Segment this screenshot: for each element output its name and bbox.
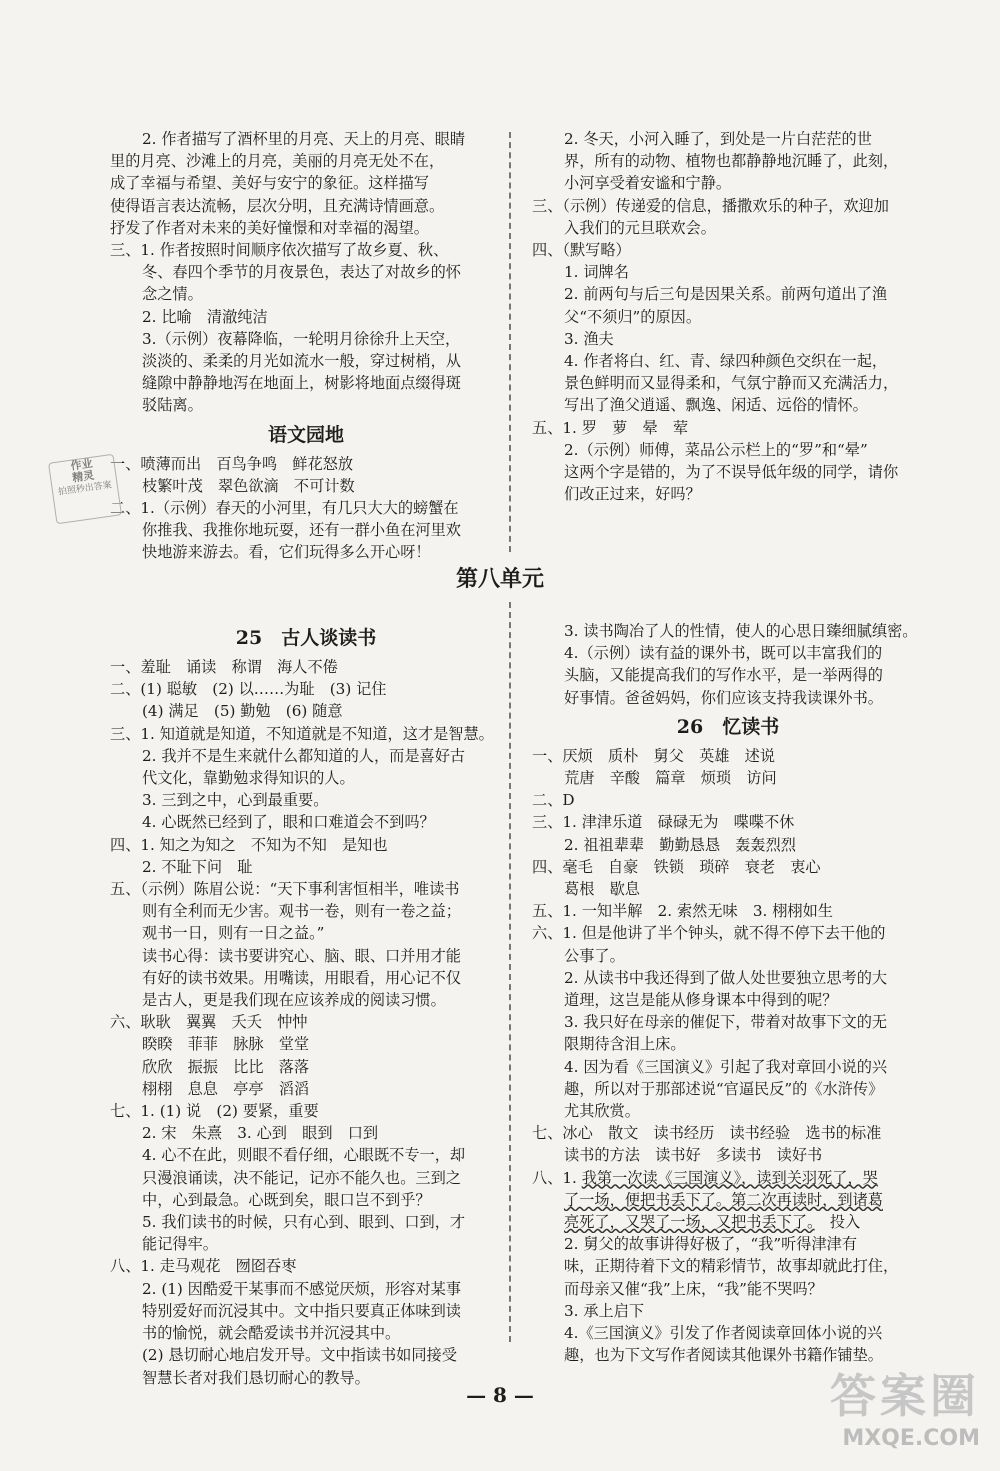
answer-line: 五、1. 一知半解 2. 索然无味 3. 栩栩如生 [532,902,833,921]
answer-line: 2. 宋 朱熹 3. 心到 眼到 口到 [142,1124,379,1143]
answer-line: 三、1. 知道就是知道，不知道就是不知道，这才是智慧。 [110,724,494,743]
answer-line: 限期待含泪上床。 [564,1035,686,1054]
answer-line: 七、冰心 散文 读书经历 读书经验 选书的标准 [532,1124,882,1143]
answer-line: 有好的读书效果。用嘴读，用眼看，用心记不仅 [142,968,461,987]
answer-list-top-right [532,128,924,505]
answer-line: 六、1. 但是他讲了半个钟头，就不得不停下去干他的 [532,924,886,943]
answer-line: 五、（示例）陈眉公说：“天下事利害恒相半，唯读书 [110,880,460,899]
answer-line: 写出了渔父逍遥、飘逸、闲适、远俗的情怀。 [564,396,868,415]
answer-line: 3. 承上启下 [564,1301,645,1320]
answer-line: 2. 我并不是生来就什么都知道的人，而是喜好古 [142,746,466,765]
column-divider-top [509,132,511,552]
answer-line: 睽睽 菲菲 脉脉 堂堂 [142,1035,310,1054]
answer-list-lesson-26-end [532,1233,924,1366]
answer-line: 能记得牢。 [142,1235,218,1254]
answer-line: 五、1. 罗 萝 晕 荤 [532,418,689,437]
answer-line: 二、(1) 聪敏 (2) 以……为耻 (3) 记住 [110,680,387,699]
answer-line: 2. (1) 因酷爱干某事而不感觉厌烦，形容对某事 [142,1279,462,1298]
answer-line: 3. 我只好在母亲的催促下，带着对故事下文的无 [564,1013,888,1032]
answer-line: 4.（示例）读有益的课外书，既可以丰富我们的 [564,644,883,663]
answer-line: 3. 读书陶冶了人的性情，使人的心思日臻细腻缜密。 [564,622,918,640]
answer-line: (2) 恳切耐心地启发开导。文中指读书如同接受 [142,1346,457,1365]
answer-line: 小河享受着安谧和宁静。 [564,174,732,193]
q8-underlined-text: 了一场，便把书丢下了。第二次再读时，到诸葛 [564,1190,883,1209]
answer-line: 冬、春四个季节的月夜景色，表达了对故乡的怀 [142,263,461,282]
answer-line: 八、1. 走马观花 囫囵吞枣 [110,1257,297,1276]
answer-line: 味，正期待着下文的精彩情节，故事却就此打住， [564,1257,899,1276]
answer-line: 三、1. 作者按照时间顺序依次描写了故乡夏、秋、 [110,241,449,260]
answer-line: 四、毫毛 自豪 铁锁 琐碎 衰老 衷心 [532,857,821,876]
answer-line: 欣欣 振振 比比 落落 [142,1057,310,1076]
answer-line: 二、1.（示例）春天的小河里，有几只大大的螃蟹在 [110,499,459,518]
answer-line: 抒发了作者对未来的美好憧憬和对幸福的渴望。 [110,218,429,237]
answer-line: 代文化，靠勤勉求得知识的人。 [142,769,355,788]
answer-line: 2. 祖祖辈辈 勤勤恳恳 轰轰烈烈 [564,835,796,854]
answer-line: 观书一日，则有一日之益。” [142,924,325,943]
answer-line: 读书的方法 读书好 多读书 读好书 [564,1146,823,1165]
answer-line: 一、厌烦 质朴 舅父 英雄 述说 [532,746,775,765]
answer-line: 尤其欣赏。 [564,1102,640,1121]
answer-line: 入我们的元旦联欢会。 [564,218,716,237]
answer-line: 2. 冬天，小河入睡了，到处是一片白茫茫的世 [564,130,872,148]
answer-line: 快地游来游去。看，它们玩得多么开心呀！ [142,543,431,562]
top-right-column [532,128,924,505]
q8-line-3 [532,1211,924,1233]
answer-line: 读书心得：读书要讲究心、脑、眼、口并用才能 [142,946,461,965]
stamp-line: 作业 [69,456,94,473]
answer-line: 枝繁叶茂 翠色欲滴 不可计数 [142,476,355,495]
answer-line: 四、（默写略） [532,241,631,260]
answer-line: 4. 心既然已经到了，眼和口难道会不到吗？ [142,813,435,832]
answer-line: 3. 三到之中，心到最重要。 [142,791,329,810]
q8-prefix: 八、1. [532,1168,582,1187]
answer-line: 使得语言表达流畅，层次分明，且充满诗情画意。 [110,196,445,215]
answer-line: 缝隙中静静地泻在地面上，树影将地面点缀得斑 [142,374,461,393]
answer-line: 栩栩 息息 亭亭 滔滔 [142,1079,310,1098]
answer-list-lesson-26 [532,745,924,1167]
answer-line: 道理，这岂是能从修身课本中得到的呢？ [564,991,838,1010]
answer-line: 2. 从读书中我还得到了做人处世要独立思考的大 [564,968,888,987]
answer-line: 荒唐 辛酸 篇章 烦琐 访问 [564,769,777,788]
answer-line: 是古人，更是我们现在应该养成的阅读习惯。 [142,991,446,1010]
answer-line: 4. 作者将白、红、青、绿四种颜色交织在一起， [564,352,888,371]
app-stamp-logo [48,454,122,525]
answer-line: 驳陆离。 [142,396,203,415]
bottom-right-column [532,620,924,1367]
answer-line: 2. 不耻下问 耻 [142,857,253,876]
answer-line: 四、1. 知之为知之 不知为不知 是知也 [110,835,388,854]
answer-line: 里的月亮、沙滩上的月亮，美丽的月亮无处不在， [110,152,445,171]
site-watermark [830,1360,980,1451]
answer-line: 一、喷薄而出 百鸟争鸣 鲜花怒放 [110,454,353,473]
answer-line: 1. 词牌名 [564,263,629,282]
answer-line: 特别爱好而沉浸其中。文中指只要真正体味到读 [142,1301,461,1320]
answer-line: 你推我、我推你地玩耍，还有一群小鱼在河里欢 [142,521,461,540]
answer-line: 2. 前两句与后三句是因果关系。前两句道出了渔 [564,285,888,304]
answer-line: 头脑，又能提高我们的写作水平，是一举两得的 [564,666,883,685]
q8-line-1 [532,1167,924,1189]
answer-line: 3.（示例）夜幕降临，一轮明月徐徐升上天空， [142,329,461,348]
answer-line: 中，心到最急。心既到矣，眼口岂不到乎？ [142,1190,431,1209]
answer-line: (4) 满足 (5) 勤勉 (6) 随意 [142,702,343,721]
answer-line: 一、羞耻 诵读 称谓 海人不倦 [110,658,338,676]
bottom-left-column [110,620,502,1389]
answer-line: 趣，也为下文写作者阅读其他课外书籍作铺垫。 [564,1346,883,1365]
answer-line: 们改正过来，好吗？ [564,485,701,504]
watermark-url: MXQE.COM [842,1426,980,1451]
answer-line: 而母亲又催“我”上床，“我”能不哭吗？ [564,1279,823,1298]
watermark-logo: 答案圈 [830,1369,980,1423]
section-heading-yuwen-yuandi: 语文园地 [267,423,344,446]
answer-line: 3. 渔夫 [564,329,614,348]
page-number: — 8 — [466,1383,534,1407]
answer-line: 5. 我们读书的时候，只有心到、眼到、口到，才 [142,1213,466,1232]
answer-line: 景色鲜明而又显得柔和，气氛宁静而又充满活力， [564,374,899,393]
answer-line: 4.《三国演义》引发了作者阅读章回体小说的兴 [564,1324,883,1343]
answer-line: 2.（示例）师傅，菜品公示栏上的“罗”和“晕” [564,440,868,459]
answer-line: 4. 心不在此，则眼不看仔细，心眼既不专一，却 [142,1146,466,1165]
answer-line: 2. 作者描写了酒杯里的月亮、天上的月亮、眼睛 [142,130,466,148]
stamp-line: 精灵 [71,468,96,485]
answer-line: 书的愉悦，就会酷爱读书并沉浸其中。 [142,1324,401,1343]
answer-line: 成了幸福与希望、美好与安宁的象征。这样描写 [110,174,429,193]
answer-line: 淡淡的、柔柔的月光如流水一般，穿过树梢，从 [142,352,461,371]
stamp-line: 拍照秒出答案 [57,480,113,498]
top-left-column [110,128,502,564]
answer-line: 葛根 歇息 [564,880,640,899]
lesson-26-heading: 26 忆读书 [676,715,780,738]
answer-line: 七、1. (1) 说 (2) 要紧，重要 [110,1102,319,1121]
q8-line-2 [532,1189,924,1211]
column-divider-bottom [509,602,511,1342]
answer-line: 念之情。 [142,285,203,304]
answer-list-top-left [110,128,502,417]
answer-list-lesson-25 [110,656,502,1389]
answer-line: 公事了。 [564,946,625,965]
answer-list-yuwen-yuandi [110,453,502,564]
answer-line: 这两个字是错的，为了不误导低年级的同学，请你 [564,463,899,482]
answer-line: 趣，所以对于那部述说“官逼民反”的《水浒传》 [564,1079,884,1098]
lesson-25-heading: 25 古人谈读书 [235,627,377,649]
answer-line: 六、耿耿 翼翼 夭夭 忡忡 [110,1013,308,1032]
answer-line: 只漫浪诵读，决不能记，记亦不能久也。三到之 [142,1168,461,1187]
q8-underlined-text: 我第一次读《三国演义》，读到关羽死了，哭 [581,1168,878,1187]
answer-line: 界，所有的动物、植物也都静静地沉睡了，此刻， [564,152,899,171]
answer-line: 智慧长者对我们恳切耐心的教导。 [142,1368,370,1387]
answer-line: 三、（示例）传递爱的信息，播撒欢乐的种子，欢迎加 [532,196,889,215]
answer-line: 好事情。爸爸妈妈，你们应该支持我读课外书。 [564,688,883,707]
answer-list-lesson-25-continued [532,620,924,709]
q8-underlined-text: 亮死了，又哭了一场，又把书丢下了。 [564,1213,815,1232]
q8-answer: 投入 [814,1213,861,1232]
unit-title: 第八单元 [455,566,544,592]
answer-line: 父“不须归”的原因。 [564,307,702,326]
answer-line: 二、D [532,791,575,810]
answer-line: 则有全利而无少害。观书一卷，则有一卷之益； [142,902,461,921]
answer-line: 三、1. 津津乐道 碌碌无为 喋喋不休 [532,813,795,832]
answer-line: 4. 因为看《三国演义》引起了我对章回小说的兴 [564,1057,888,1076]
answer-line: 2. 比喻 清澈纯洁 [142,307,268,326]
answer-line: 2. 舅父的故事讲得好极了，“我”听得津津有 [564,1235,858,1254]
